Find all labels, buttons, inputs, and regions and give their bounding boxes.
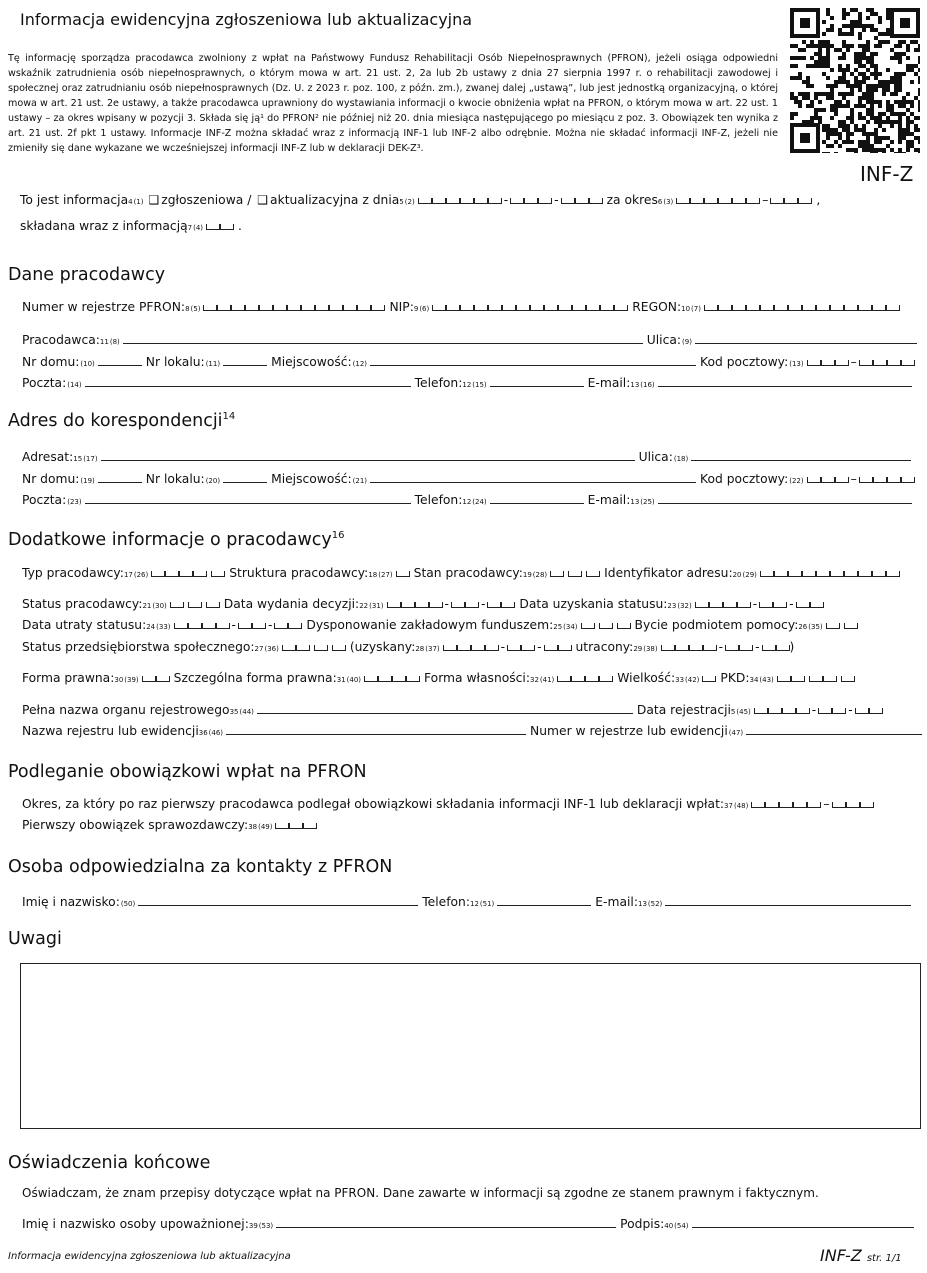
pfron-number-input[interactable]: [203, 305, 385, 309]
first-period-month-input[interactable]: [832, 802, 874, 806]
corr-contact-row: [22, 491, 916, 507]
field-number: (31): [369, 602, 384, 610]
corr-city-input[interactable]: [370, 470, 696, 483]
option-aktualizacyjna-label: aktualizacyjna z dnia: [270, 193, 400, 207]
registry-authority-input[interactable]: [257, 701, 633, 714]
authorized-name-input[interactable]: [276, 1215, 616, 1228]
form-title: Informacja ewidencyjna zgłoszeniowa lub aktualizacyjna: [20, 10, 473, 29]
field-number: (2): [404, 198, 415, 206]
footnote-ref: 38: [248, 823, 258, 831]
field-number: (43): [759, 676, 774, 684]
fund-a-input[interactable]: [581, 623, 595, 627]
footer-page: [820, 1246, 902, 1265]
decision-month-input[interactable]: [451, 602, 479, 606]
field-number: (10): [80, 360, 95, 368]
corr-postal-a-input[interactable]: [807, 477, 849, 481]
field-number: (24): [472, 498, 487, 506]
contact-email-input[interactable]: [665, 893, 911, 906]
status-acq-year-input[interactable]: [695, 602, 751, 606]
field-number: (52): [647, 900, 663, 908]
footnote-ref: 28: [415, 645, 425, 653]
field-label: Poczta:: [22, 493, 67, 507]
structure-input[interactable]: [396, 571, 410, 575]
registry-row: Pełna nazwa organu rejestrowego 35 (44) Data rejestracji 5 (45) - -: [22, 701, 887, 717]
footnote-ref: 5: [399, 198, 404, 206]
footnote-ref: 30: [114, 676, 124, 684]
field-number: (49): [258, 823, 273, 831]
option-zgloszeniowa-label: zgłoszeniowa /: [161, 193, 252, 207]
se-acq-day-input[interactable]: [544, 645, 572, 649]
footnote-ref: 34: [749, 676, 759, 684]
footnote-ref: 20: [732, 571, 742, 579]
state-b-input[interactable]: [568, 571, 582, 575]
field-label: Ulica:: [638, 450, 673, 464]
field-number: (29): [742, 571, 757, 579]
period-label: za okres: [606, 193, 658, 207]
footnote-ref: 24: [146, 623, 156, 631]
field-number: (7): [691, 305, 701, 313]
status-loss-year-input[interactable]: [174, 623, 230, 627]
footnote-ref: 12: [469, 900, 479, 908]
field-number: (45): [736, 708, 751, 716]
field-number: (42): [685, 676, 700, 684]
fund-b-input[interactable]: [599, 623, 613, 627]
field-number: (4): [193, 224, 204, 232]
footnote-ref: 25: [553, 623, 563, 631]
field-number: (1): [133, 198, 144, 206]
footnote-ref: 27: [254, 645, 264, 653]
employer-type-input[interactable]: [151, 571, 207, 575]
field-label: Imię i nazwisko:: [22, 895, 120, 909]
field-label: Adresat:: [22, 450, 74, 464]
field-number: (36): [264, 645, 279, 653]
se-acq-year-input[interactable]: [443, 645, 499, 649]
decision-day-input[interactable]: [487, 602, 515, 606]
field-label: Nr lokalu:: [145, 472, 205, 486]
addressee-input[interactable]: [101, 448, 635, 461]
field-number: (37): [425, 645, 440, 653]
first-duty-input[interactable]: [275, 823, 317, 827]
field-number: (50): [120, 900, 136, 908]
first-period-row: Okres, za który po raz pierwszy pracodawca podlegał obowiązkowi składania informacji INF-1 lub deklaracji wpłat: 37 (48) –: [22, 797, 878, 811]
field-number: (23): [67, 498, 82, 506]
se-b-input[interactable]: [314, 645, 328, 649]
field-label: E-mail:: [595, 895, 638, 909]
legal-form-input[interactable]: [142, 676, 170, 680]
submitted-with-row: składana wraz z informacją 7 (4) .: [20, 219, 242, 233]
period-month-input[interactable]: [770, 198, 812, 202]
field-label: Status przedsiębiorstwa społecznego:: [22, 640, 255, 654]
address-row: Nr domu: (10) Nr lokalu: (11) Miejscowość: (12) Kod pocztowy: (13) –: [22, 353, 919, 369]
footnote-ref: 36: [198, 729, 208, 737]
field-number: (38): [643, 645, 658, 653]
field-label: Data uzyskania statusu:: [519, 597, 668, 611]
field-number: (46): [208, 729, 224, 737]
field-label: Pracodawca:: [22, 333, 100, 347]
field-label: Status pracodawcy:: [22, 597, 143, 611]
field-label: Telefon:: [422, 895, 470, 909]
footnote-ref: 16: [331, 530, 345, 542]
footnote-ref: 35: [229, 708, 239, 716]
intro-text: Tę informację sporządza pracodawca zwolniony z wpłat na Państwowy Fundusz Rehabilitacji Osób Niepełnosprawnych (PFRON), jeżeli osiąga odpowiedni wskaźnik zatrudnienia osób niepełnosprawnych, o którym mowa w art. 21 ust. 2, 2a lub 2b ustawy z dnia 27 sierpnia 1997 r. o rehabilitacji zawodowej i społecznej oraz zatrudnianiu osób niepełnosprawnych (Dz. U. z 2023 r. poz. 100, z późn. zm.), zwanej dalej „ustawą”, lub jest jednostką organizacyjną, o której mowa w art. 21 ust. 2e ustawy, a także pracodawca uprawniony do wystawiania informacji o kwocie obniżenia wpłat na PFRON, o którym mowa w art. 22 ust. 1 ustawy – za okres wpisany w pozycji 3. Składa się ją¹ do PFRON² nie później niż 20. dnia miesiąca następującego po miesiącu z poz. 3. Obowiązek ten wynika z art. 21 ust. 2f pkt 1 ustawy. Informacje INF-Z można składać wraz z informacją INF-1 lub INF-2 albo odrębnie. Można nie składać informacji INF-Z, jeżeli nie zmieniły się dane wykazane we wcześniejszej informacji INF-Z lub w deklaracji DEK-Z³.: [8, 53, 778, 154]
footnote-ref: 19: [522, 571, 532, 579]
first-duty-row: [22, 818, 321, 832]
info-type-label: To jest informacja: [20, 193, 129, 207]
section-title: Adres do korespondencji: [8, 411, 223, 431]
field-label: Nr lokalu:: [145, 355, 205, 369]
type-row: [22, 566, 904, 580]
field-label: Kod pocztowy:: [700, 472, 789, 486]
nip-input[interactable]: [432, 305, 628, 309]
pkd-a-input[interactable]: [777, 676, 805, 680]
field-number: (26): [133, 571, 149, 579]
field-label: Telefon:: [414, 493, 463, 507]
period-year-input[interactable]: [676, 198, 760, 202]
footnote-ref: 13: [630, 381, 640, 389]
field-label: Stan pracodawcy:: [413, 566, 523, 580]
footnote-ref: 8: [185, 305, 190, 313]
se-acq-month-input[interactable]: [507, 645, 535, 649]
field-label: Numer w rejestrze lub ewidencji: [530, 724, 728, 738]
field-number: (12): [352, 360, 368, 368]
reg-day-input[interactable]: [855, 708, 883, 712]
field-number: (35): [808, 623, 823, 631]
footer-code: INF-Z: [820, 1246, 862, 1265]
footnote-ref: 4: [128, 198, 133, 206]
field-label: Typ pracodawcy:: [22, 566, 124, 580]
email-input[interactable]: [658, 374, 912, 387]
footnote-ref: 9: [413, 305, 419, 313]
field-number: (40): [346, 676, 362, 684]
aid-a-input[interactable]: [826, 623, 840, 627]
se-loss-day-input[interactable]: [762, 645, 790, 649]
field-number: (16): [640, 381, 655, 389]
field-label: Forma prawna:: [22, 671, 115, 685]
checkbox-aktualizacyjna[interactable]: ❑: [257, 193, 269, 207]
footnote-ref: 10: [681, 305, 691, 313]
corr-apartment-number-input[interactable]: [223, 470, 267, 483]
field-label: Numer w rejestrze PFRON:: [22, 300, 186, 314]
field-label: Nr domu:: [22, 472, 80, 486]
field-label: Miejscowość:: [271, 472, 352, 486]
decision-year-input[interactable]: [387, 602, 443, 606]
field-number: (18): [673, 455, 689, 463]
field-label: Kod pocztowy:: [700, 355, 789, 369]
date-month-input[interactable]: [510, 198, 552, 202]
footnote-ref: 33: [675, 676, 685, 684]
field-number: (20): [205, 477, 221, 485]
field-label: (uzyskany:: [349, 640, 416, 654]
field-label: Data wydania decyzji:: [223, 597, 360, 611]
footer-title: Informacja ewidencyjna zgłoszeniowa lub aktualizacyjna: [8, 1251, 291, 1262]
postal-code-a-input[interactable]: [807, 360, 849, 364]
field-label: Wielkość:: [617, 671, 676, 685]
legal-form-row: [22, 671, 859, 685]
submitted-with-input[interactable]: [206, 224, 234, 228]
field-number: (54): [674, 1222, 689, 1230]
state-a-input[interactable]: [550, 571, 564, 575]
address-id-input[interactable]: [760, 571, 900, 575]
contact-phone-input[interactable]: [497, 893, 591, 906]
footnote-ref: 23: [667, 602, 677, 610]
field-number: (9): [682, 338, 692, 346]
registry-number-input[interactable]: [746, 722, 922, 735]
status-row: Status pracodawcy: 21 (30) Data wydania decyzji: 22 (31) - - Data uzyskania statusu: 23 (32) - -: [22, 597, 828, 611]
field-label: Dysponowanie zakładowym funduszem:: [306, 618, 554, 632]
footnote-ref: 17: [123, 571, 133, 579]
employer-row: [22, 331, 921, 347]
section-uwagi: Uwagi: [8, 929, 62, 949]
aid-b-input[interactable]: [844, 623, 858, 627]
employer-ids-row: [22, 300, 904, 314]
field-label: Pełna nazwa organu rejestrowego: [22, 703, 230, 717]
fund-c-input[interactable]: [617, 623, 631, 627]
field-label: Pierwszy obowiązek sprawozdawczy:: [22, 818, 249, 832]
field-number: (15): [472, 381, 487, 389]
apartment-number-input[interactable]: [223, 353, 267, 366]
se-a-input[interactable]: [282, 645, 310, 649]
status-acq-day-input[interactable]: [796, 602, 824, 606]
field-number: (34): [563, 623, 578, 631]
city-input[interactable]: [370, 353, 696, 366]
field-label: Nr domu:: [22, 355, 80, 369]
footnote-ref: 15: [73, 455, 83, 463]
status-loss-row: Data utraty statusu: 24 (33) - - Dysponowanie zakładowym funduszem: 25 (34) Bycie podmiotem pomocy: 26 (35): [22, 618, 862, 632]
footnote-ref: 39: [248, 1222, 258, 1230]
field-label: Okres, za który po raz pierwszy pracodawca podlegał obowiązkowi składania informacji INF-1 lub deklaracji wpłat:: [22, 797, 725, 811]
se-loss-year-input[interactable]: [661, 645, 717, 649]
corr-email-input[interactable]: [658, 491, 912, 504]
registry-name-row: [22, 722, 926, 738]
field-number: (3): [663, 198, 674, 206]
field-label: Telefon:: [414, 376, 463, 390]
field-number: (6): [419, 305, 430, 313]
post-contact-row: [22, 374, 916, 390]
footnote-ref: 14: [222, 411, 236, 423]
section-dodatkowe: [8, 530, 345, 550]
footnote-ref: 18: [368, 571, 378, 579]
signature-row: [22, 1215, 918, 1231]
pkd-b-input[interactable]: [809, 676, 837, 680]
footnote-ref: 7: [187, 224, 193, 232]
field-number: (21): [352, 477, 368, 485]
field-number: (8): [109, 338, 120, 346]
signature-input[interactable]: [692, 1215, 914, 1228]
field-label: Imię i nazwisko osoby upoważnionej:: [22, 1217, 249, 1231]
employer-type-extra-input[interactable]: [211, 571, 225, 575]
field-number: (25): [640, 498, 655, 506]
section-adres: [8, 411, 235, 431]
field-number: (5): [190, 305, 201, 313]
date-day-input[interactable]: [561, 198, 603, 202]
house-number-input[interactable]: [98, 353, 142, 366]
status-a-input[interactable]: [170, 602, 184, 606]
footnote-ref: 6: [657, 198, 663, 206]
field-number: (13): [789, 360, 804, 368]
field-number: (14): [67, 381, 82, 389]
field-number: (27): [378, 571, 393, 579]
section-podleganie: Podleganie obowiązkowi wpłat na PFRON: [8, 762, 367, 782]
registry-name-input[interactable]: [226, 722, 526, 735]
field-number: (39): [124, 676, 139, 684]
field-label: Miejscowość:: [271, 355, 352, 369]
corr-post-office-input[interactable]: [85, 491, 411, 504]
form-code: INF-Z: [860, 162, 914, 186]
field-number: (28): [532, 571, 548, 579]
corr-phone-input[interactable]: [490, 491, 584, 504]
contact-name-input[interactable]: [138, 893, 418, 906]
page-number: str. 1/1: [866, 1253, 902, 1264]
status-c-input[interactable]: [206, 602, 220, 606]
field-label: Forma własności:: [424, 671, 530, 685]
field-label: Data utraty statusu:: [22, 618, 147, 632]
footnote-ref: 22: [359, 602, 369, 610]
section-title: Dodatkowe informacje o pracodawcy: [8, 530, 332, 550]
footnote-ref: 12: [462, 381, 472, 389]
field-label: PKD:: [720, 671, 750, 685]
field-label: E-mail:: [587, 493, 631, 507]
field-number: (30): [152, 602, 167, 610]
field-label: utracony:: [575, 640, 634, 654]
field-number: (33): [156, 623, 171, 631]
reg-month-input[interactable]: [818, 708, 846, 712]
footnote-ref: 21: [142, 602, 152, 610]
footnote-ref: 31: [336, 676, 346, 684]
field-label: NIP:: [389, 300, 414, 314]
contact-person-row: [22, 893, 915, 909]
field-number: (47): [728, 729, 744, 737]
employer-name-input[interactable]: [123, 331, 643, 344]
remarks-textarea[interactable]: [20, 963, 921, 1129]
addressee-row: [22, 448, 915, 464]
field-number: (19): [80, 477, 95, 485]
status-acq-month-input[interactable]: [759, 602, 787, 606]
status-b-input[interactable]: [188, 602, 202, 606]
field-label: Identyfikator adresu:: [604, 566, 733, 580]
reg-year-input[interactable]: [754, 708, 810, 712]
section-oswiadczenia: Oświadczenia końcowe: [8, 1153, 211, 1173]
phone-input[interactable]: [490, 374, 584, 387]
field-label: Struktura pracodawcy:: [229, 566, 369, 580]
status-loss-day-input[interactable]: [274, 623, 302, 627]
field-number: (48): [733, 802, 749, 810]
footnote-ref: 37: [724, 802, 733, 810]
field-label: Nazwa rejestru lub ewidencji: [22, 724, 199, 738]
first-period-year-input[interactable]: [751, 802, 821, 806]
se-loss-month-input[interactable]: [725, 645, 753, 649]
pkd-c-input[interactable]: [841, 676, 855, 680]
field-label: Bycie podmiotem pomocy:: [634, 618, 799, 632]
field-label: Data rejestracji: [636, 703, 731, 717]
closing-paren: ): [789, 640, 795, 654]
statement-text: Oświadczam, że znam przepisy dotyczące wpłat na PFRON. Dane zawarte w informacji są zgodne ze stanem prawnym i faktycznym.: [22, 1186, 819, 1200]
field-number: (32): [677, 602, 692, 610]
field-number: (11): [205, 360, 221, 368]
post-office-input[interactable]: [85, 374, 411, 387]
field-label: Podpis:: [620, 1217, 665, 1231]
state-c-input[interactable]: [586, 571, 600, 575]
special-legal-form-input[interactable]: [364, 676, 420, 680]
field-label: Szczególna forma prawna:: [173, 671, 337, 685]
field-number: (41): [539, 676, 555, 684]
submitted-with-label: składana wraz z informacją: [20, 219, 188, 233]
corr-postal-b-input[interactable]: [859, 477, 915, 481]
info-type-row: To jest informacja 4 (1) ❑ zgłoszeniowa / ❑ aktualizacyjna z dnia 5 (2) - - za okres 6 (3) – ,: [20, 193, 821, 207]
field-number: (51): [479, 900, 495, 908]
se-c-input[interactable]: [332, 645, 346, 649]
postal-code-b-input[interactable]: [859, 360, 915, 364]
date-year-input[interactable]: [418, 198, 502, 202]
field-label: E-mail:: [587, 376, 631, 390]
footnote-ref: 26: [798, 623, 808, 631]
footnote-ref: 13: [637, 900, 647, 908]
footnote-ref: 29: [633, 645, 643, 653]
field-number: (53): [258, 1222, 274, 1230]
section-osoba: Osoba odpowiedzialna za kontakty z PFRON: [8, 857, 393, 877]
field-number: (44): [239, 708, 254, 716]
field-number: (17): [83, 455, 98, 463]
section-dane-pracodawcy: Dane pracodawcy: [8, 265, 166, 285]
field-label: Poczta:: [22, 376, 67, 390]
footnote-ref: 40: [664, 1222, 674, 1230]
street-input[interactable]: [695, 331, 917, 344]
corr-house-number-input[interactable]: [98, 470, 142, 483]
status-loss-month-input[interactable]: [238, 623, 266, 627]
footnote-ref: 12: [462, 498, 472, 506]
corr-street-input[interactable]: [691, 448, 911, 461]
corr-address-row: Nr domu: (19) Nr lokalu: (20) Miejscowość: (21) Kod pocztowy: (22) –: [22, 470, 919, 486]
regon-input[interactable]: [704, 305, 900, 309]
ownership-input[interactable]: [557, 676, 613, 680]
footnote-ref: 13: [630, 498, 640, 506]
footnote-ref: 11: [99, 338, 109, 346]
checkbox-zgloszeniowa[interactable]: ❑: [148, 193, 160, 207]
social-enterprise-row: Status przedsiębiorstwa społecznego: 27 (36) (uzyskany: 28 (37) - - utracony: 29 (38) - - ): [22, 640, 795, 654]
size-input[interactable]: [702, 676, 716, 680]
footnote-ref: 32: [530, 676, 539, 684]
field-label: REGON:: [632, 300, 682, 314]
footnote-ref: 5: [730, 708, 736, 716]
field-number: (22): [789, 477, 804, 485]
field-label: Ulica:: [646, 333, 682, 347]
qr-code-icon: [790, 8, 920, 153]
